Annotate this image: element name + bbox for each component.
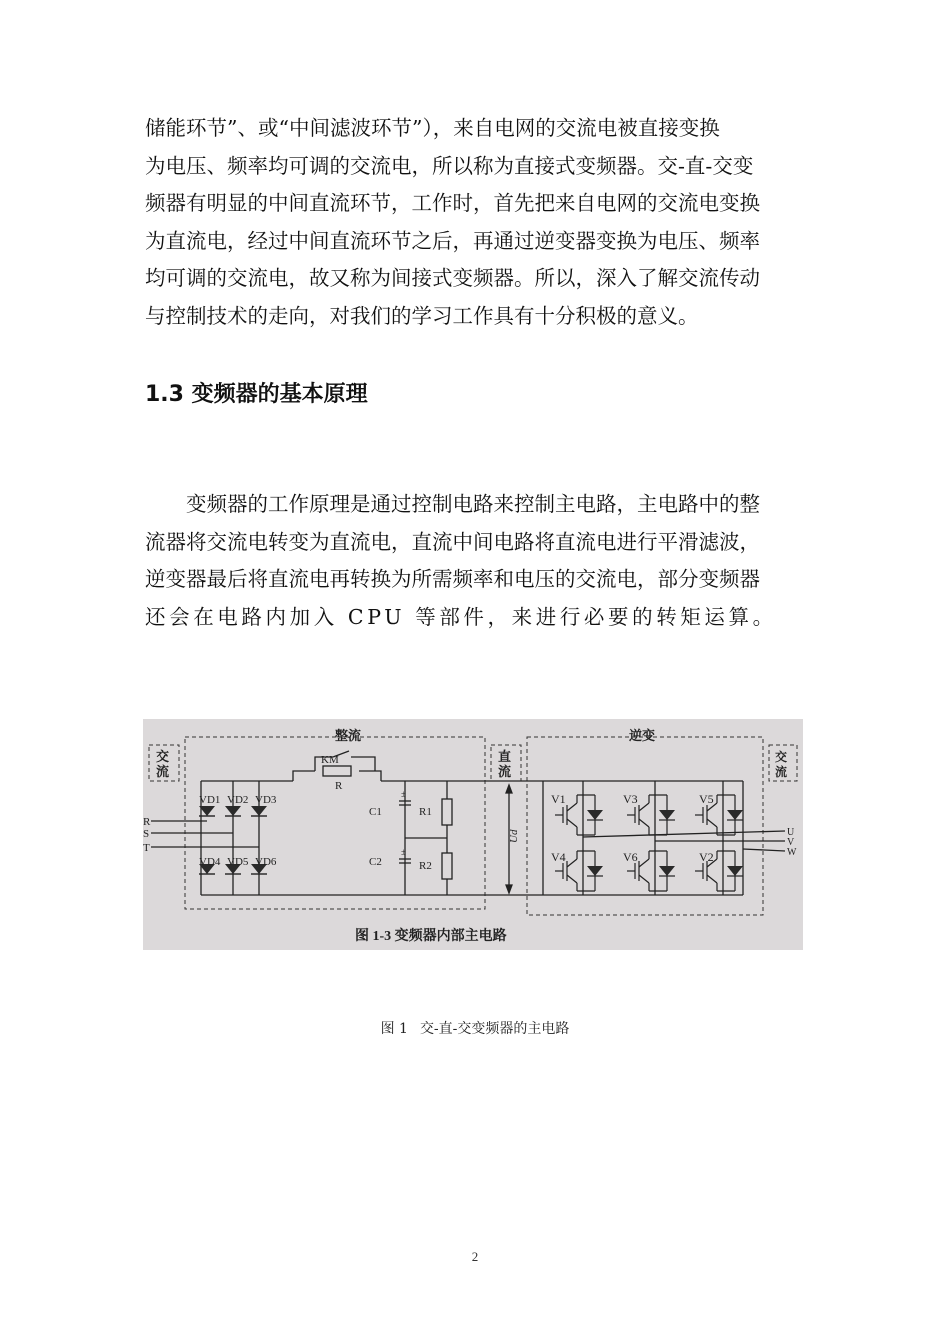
page-number: 2 — [471, 1249, 479, 1264]
paragraph-working-principle — [145, 486, 810, 636]
diode-label: VD1 — [199, 794, 221, 806]
input-phase-label: R — [143, 816, 151, 828]
circuit-diagram — [143, 719, 803, 950]
resistor-label: R1 — [419, 806, 432, 818]
paragraph-ac-dc-ac-intro — [145, 110, 810, 335]
dc-bus — [151, 750, 788, 895]
figure-caption — [0, 1018, 950, 1038]
photo-caption: 图 1-3 变频器内部主电路 — [355, 929, 507, 944]
ac-output-label-bottom: 流 — [775, 765, 788, 779]
circuit-photo — [143, 719, 803, 950]
rectifier-label: 整流 — [335, 728, 362, 743]
switch-label: V5 — [699, 792, 714, 806]
capacitor-label: C2 — [369, 856, 382, 868]
output-phase-label: V — [787, 837, 795, 848]
section-heading: 1.3 变频器的基本原理 — [145, 382, 368, 407]
paragraph-line: 为直流电，经过中间直流环节之后，再通过逆变器变换为电压、频率 — [145, 228, 760, 253]
paragraph-line: 均可调的交流电，故又称为间接式变频器。所以，深入了解交流传动 — [145, 266, 760, 290]
input-phase-label: T — [143, 842, 150, 854]
switch-label: V1 — [551, 792, 566, 806]
switch-label: V3 — [623, 792, 638, 806]
polarity-mark: ± — [401, 847, 406, 857]
ac-output-label-top: 交 — [775, 750, 788, 764]
input-phase-label: S — [143, 828, 150, 840]
figure-caption-text: 交-直-交变频器的主电路 — [419, 1021, 570, 1037]
output-phase-label: U — [787, 827, 795, 838]
dc-label-top: 直 — [498, 749, 512, 764]
ac-input-label-top: 交 — [156, 749, 170, 764]
diode-label: VD3 — [255, 794, 277, 806]
switch-label: V6 — [623, 850, 638, 864]
diode-label: VD4 — [199, 856, 221, 868]
dc-label-bottom: 流 — [498, 764, 512, 779]
paragraph-line: 流器将交流电转变为直流电，直流中间电路将直流电进行平滑滤波， — [145, 529, 760, 554]
dc-voltage-label: Ud — [508, 829, 520, 843]
section-frames — [149, 737, 797, 915]
paragraph-line: 与控制技术的走向，对我们的学习工作具有十分积极的意义。 — [145, 303, 699, 328]
paragraph-line: 频器有明显的中间直流环节，工作时，首先把来自电网的交流电变换 — [145, 191, 760, 215]
resistor-label: R2 — [419, 860, 432, 872]
switch-label: V4 — [551, 850, 566, 864]
polarity-mark: ± — [401, 789, 406, 799]
diode-label: VD2 — [227, 794, 249, 806]
output-phase-label: W — [787, 847, 797, 858]
switch-label: V2 — [699, 850, 714, 864]
diode-label: VD6 — [255, 856, 277, 868]
paragraph-line: 储能环节”、或“中间滤波环节”），来自电网的交流电被直接变换 — [145, 116, 720, 140]
resistor-label: R — [335, 780, 343, 792]
ac-input-label-bottom: 流 — [156, 764, 170, 779]
paragraph-line: 变频器的工作原理是通过控制电路来控制主电路，主电路中的整 — [186, 492, 760, 516]
paragraph-line: 还会在电路内加入 CPU 等部件，来进行必要的转矩运算。 — [145, 604, 777, 629]
figure-number: 图 1 — [380, 1021, 408, 1037]
capacitor-label: C1 — [369, 806, 382, 818]
inverter-label: 逆变 — [629, 728, 656, 743]
paragraph-line: 逆变器最后将直流电再转换为所需频率和电压的交流电，部分变频器 — [145, 567, 760, 591]
diode-label: VD5 — [227, 856, 249, 868]
km-label: KM — [321, 754, 339, 766]
paragraph-line: 为电压、频率均可调的交流电，所以称为直接式变频器。交-直-交变 — [145, 153, 754, 178]
